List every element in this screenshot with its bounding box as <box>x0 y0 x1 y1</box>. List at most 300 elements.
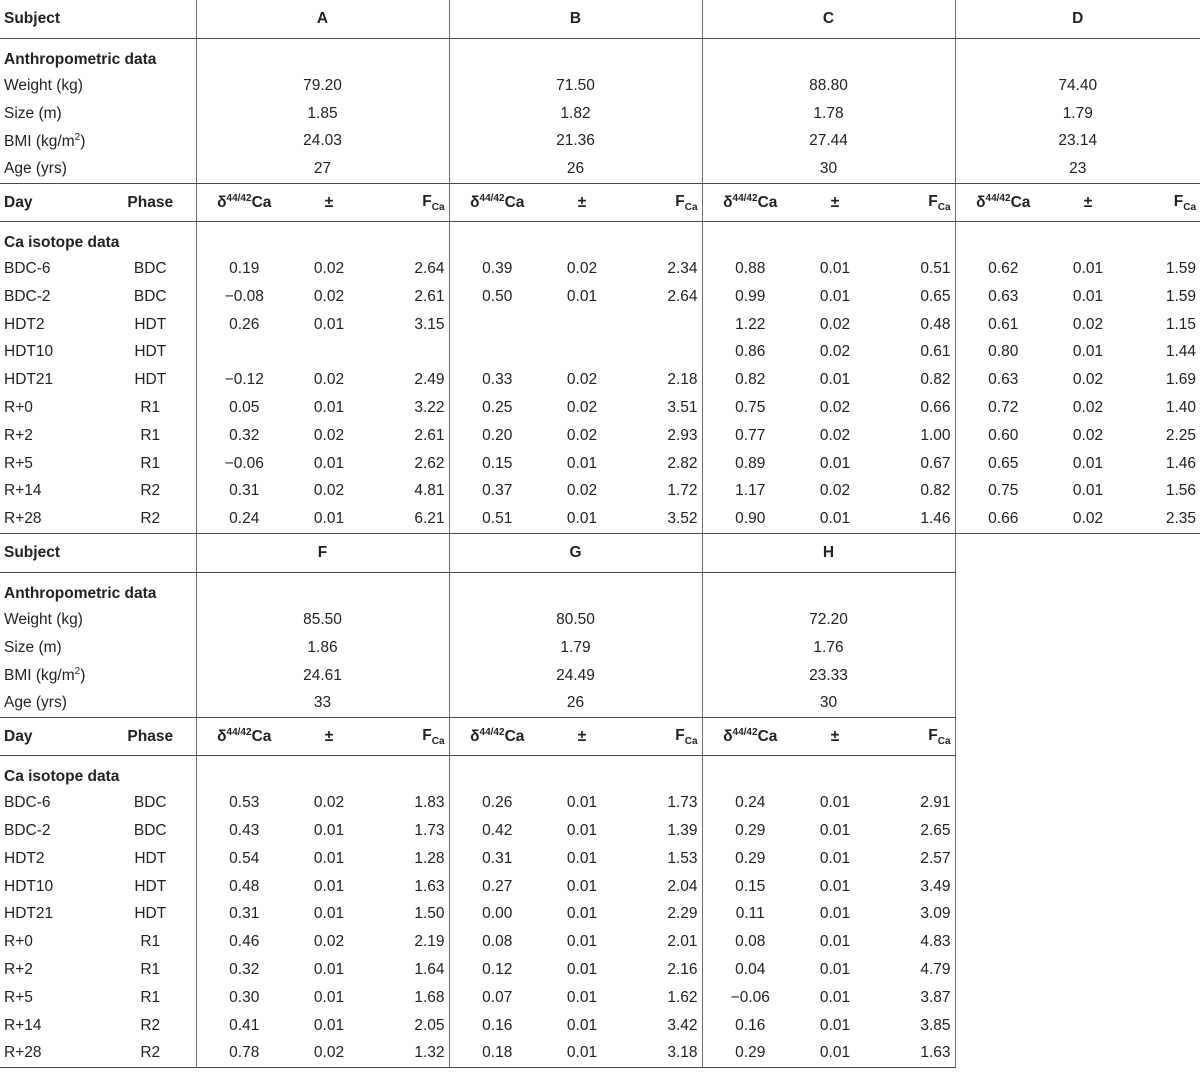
fca-value: 1.59 <box>1165 287 1197 305</box>
fca-value: 2.05 <box>414 1016 445 1034</box>
fca-cell <box>619 339 702 367</box>
uncertainty-value: 0.02 <box>1072 371 1104 389</box>
delta-value: 0.86 <box>735 343 766 361</box>
fca-value: 2.91 <box>920 794 951 812</box>
empty-cell <box>955 756 1200 790</box>
fca-value: 1.73 <box>667 794 698 812</box>
age-row <box>0 155 1200 183</box>
column-header-row <box>0 718 1200 756</box>
uncertainty-value: 0.02 <box>1072 315 1104 333</box>
fca-value: 1.40 <box>1165 399 1197 417</box>
data-row <box>0 255 1200 283</box>
size-value-cell <box>702 634 955 662</box>
day-cell <box>0 817 105 845</box>
delta-value: 1.22 <box>735 315 766 333</box>
fca-value: 2.49 <box>414 371 445 389</box>
fca-cell <box>872 984 955 1012</box>
pm-cell <box>798 984 872 1012</box>
pm-cell <box>545 873 619 901</box>
pm-cell <box>798 873 872 901</box>
delta-value: 0.72 <box>988 399 1019 417</box>
pm-cell <box>798 928 872 956</box>
delta-header-cell <box>449 184 545 222</box>
empty-cell <box>955 789 1200 817</box>
age-value: 30 <box>819 694 838 712</box>
empty-cell <box>955 606 1200 634</box>
delta-value: 0.31 <box>229 482 260 500</box>
fca-cell <box>366 422 449 450</box>
delta-cell <box>449 1012 545 1040</box>
fca-cell <box>366 928 449 956</box>
delta-cell <box>196 450 292 478</box>
pm-cell <box>798 478 872 506</box>
phase-cell <box>105 311 196 339</box>
delta-symbol: δ <box>217 728 227 746</box>
pm-cell <box>545 339 619 367</box>
fca-cell <box>872 817 955 845</box>
pm-cell <box>545 505 619 533</box>
f-subscript: Ca <box>684 201 698 213</box>
pm-cell <box>545 928 619 956</box>
fca-value: 1.69 <box>1165 371 1197 389</box>
fca-value: 0.67 <box>920 454 951 472</box>
size-label: Size (m) <box>4 638 62 656</box>
age-value-cell <box>449 155 702 183</box>
delta-element: Ca <box>1010 194 1031 212</box>
uncertainty-header: ± <box>324 727 334 745</box>
delta-value: 0.20 <box>482 426 513 444</box>
day-value: HDT10 <box>4 343 54 361</box>
delta-value: 0.65 <box>988 454 1019 472</box>
fca-value: 1.63 <box>920 1044 951 1062</box>
pm-cell <box>292 1040 366 1068</box>
data-row <box>0 956 1200 984</box>
subject-name: A <box>316 10 329 27</box>
weight-value: 80.50 <box>556 611 595 629</box>
uncertainty-value: 0.01 <box>1072 287 1104 305</box>
fca-cell <box>1125 478 1200 506</box>
delta-cell <box>449 928 545 956</box>
data-row <box>0 984 1200 1012</box>
fca-cell <box>366 845 449 873</box>
empty-cell <box>196 222 449 256</box>
pm-cell <box>798 956 872 984</box>
delta-value: 0.33 <box>482 371 513 389</box>
weight-value: 72.20 <box>809 611 848 629</box>
delta-value: 0.63 <box>988 287 1019 305</box>
day-value: BDC-2 <box>4 287 51 305</box>
phase-value: R2 <box>140 1016 161 1034</box>
weight-value-cell <box>955 72 1200 100</box>
ca-isotope-section-row <box>0 222 1200 256</box>
day-value: HDT21 <box>4 905 54 923</box>
fca-value: 2.57 <box>920 849 951 867</box>
delta-element: Ca <box>251 728 272 746</box>
size-row <box>0 634 1200 662</box>
f-symbol: F <box>675 726 685 744</box>
delta-value: 0.27 <box>482 877 513 895</box>
data-row <box>0 1012 1200 1040</box>
fca-value: 2.61 <box>414 426 445 444</box>
data-row <box>0 873 1200 901</box>
bmi-value: 23.14 <box>1058 132 1098 150</box>
day-value: R+5 <box>4 454 33 472</box>
pm-header-cell <box>292 184 366 222</box>
fca-cell <box>619 255 702 283</box>
day-value: HDT10 <box>4 877 54 895</box>
pm-cell <box>292 366 366 394</box>
fca-cell <box>1125 422 1200 450</box>
pm-cell <box>1051 422 1125 450</box>
pm-header-cell <box>798 718 872 756</box>
day-cell <box>0 789 105 817</box>
uncertainty-value: 0.01 <box>313 315 345 333</box>
weight-label-cell <box>0 72 196 100</box>
fca-value: 2.64 <box>414 260 445 278</box>
uncertainty-value: 0.02 <box>1072 510 1104 528</box>
fca-cell <box>366 789 449 817</box>
data-row <box>0 311 1200 339</box>
delta-cell <box>196 366 292 394</box>
pm-cell <box>292 873 366 901</box>
ca-isotope-title: Ca isotope data <box>4 234 120 252</box>
delta-value: 0.05 <box>229 399 260 417</box>
fca-cell <box>619 311 702 339</box>
age-value-cell <box>449 690 702 718</box>
fca-cell <box>366 956 449 984</box>
fca-cell <box>872 478 955 506</box>
phase-value: R2 <box>140 482 161 500</box>
uncertainty-value: 0.02 <box>313 287 345 305</box>
phase-cell <box>105 984 196 1012</box>
anthropometric-section-row <box>0 39 1200 73</box>
uncertainty-value: 0.01 <box>819 371 851 389</box>
bmi-value: 24.49 <box>556 666 595 684</box>
fca-value: 1.00 <box>920 426 951 444</box>
uncertainty-value: 0.01 <box>1072 343 1104 361</box>
uncertainty-value: 0.01 <box>819 905 851 923</box>
delta-superscript: 44/42 <box>479 727 505 739</box>
delta-cell <box>702 789 798 817</box>
subject-header-cell <box>0 534 196 573</box>
pm-cell <box>798 505 872 533</box>
age-label: Age (yrs) <box>4 694 67 712</box>
delta-header-cell <box>702 184 798 222</box>
day-cell <box>0 450 105 478</box>
fca-value: 1.68 <box>414 988 445 1006</box>
delta-cell <box>196 283 292 311</box>
delta-superscript: 44/42 <box>479 193 505 205</box>
pm-cell <box>545 366 619 394</box>
data-row <box>0 422 1200 450</box>
day-value: BDC-6 <box>4 794 51 812</box>
fca-value: 2.25 <box>1165 426 1197 444</box>
uncertainty-value: 0.01 <box>819 822 851 840</box>
subject-name: D <box>1072 10 1084 27</box>
delta-cell <box>449 901 545 929</box>
bmi-row <box>0 128 1200 156</box>
pm-cell <box>545 394 619 422</box>
delta-cell <box>702 339 798 367</box>
empty-cell <box>955 634 1200 662</box>
pm-cell <box>798 845 872 873</box>
pm-cell <box>545 1012 619 1040</box>
size-value: 1.86 <box>307 638 338 656</box>
ca-isotope-title: Ca isotope data <box>4 768 120 786</box>
uncertainty-value: 0.02 <box>819 315 851 333</box>
delta-cell <box>196 817 292 845</box>
delta-element: Ca <box>251 194 272 212</box>
age-value-cell <box>196 155 449 183</box>
pm-cell <box>798 283 872 311</box>
phase-cell <box>105 422 196 450</box>
fca-cell <box>1125 311 1200 339</box>
pm-cell <box>292 1012 366 1040</box>
subject-label: Subject <box>4 10 60 27</box>
fca-value: 1.62 <box>667 988 698 1006</box>
delta-cell <box>449 394 545 422</box>
delta-symbol: δ <box>723 194 733 212</box>
pm-cell <box>1051 339 1125 367</box>
bmi-row <box>0 662 1200 690</box>
fca-value: 3.15 <box>414 315 445 333</box>
fca-cell <box>366 255 449 283</box>
fca-cell <box>366 901 449 929</box>
uncertainty-value: 0.01 <box>566 988 598 1006</box>
fca-value: 2.16 <box>667 961 698 979</box>
fca-cell <box>619 817 702 845</box>
empty-cell <box>449 573 702 607</box>
weight-value-cell <box>449 606 702 634</box>
phase-value: R1 <box>140 454 161 472</box>
pm-header-cell <box>798 184 872 222</box>
age-value: 33 <box>313 694 332 712</box>
fca-value: 1.83 <box>414 794 445 812</box>
phase-value: HDT <box>134 343 167 361</box>
delta-value: 0.16 <box>735 1016 766 1034</box>
fca-value: 4.79 <box>920 961 951 979</box>
delta-value: 0.08 <box>735 933 766 951</box>
day-value: R+14 <box>4 482 42 500</box>
weight-value: 88.80 <box>809 76 848 94</box>
fca-cell <box>872 901 955 929</box>
empty-cell <box>955 873 1200 901</box>
uncertainty-value: 0.01 <box>313 905 345 923</box>
uncertainty-value: 0.01 <box>313 1016 345 1034</box>
day-cell <box>0 366 105 394</box>
size-value-cell <box>196 634 449 662</box>
pm-cell <box>1051 283 1125 311</box>
weight-value: 71.50 <box>556 76 595 94</box>
anthropometric-title: Anthropometric data <box>4 51 157 68</box>
delta-cell <box>196 789 292 817</box>
phase-cell <box>105 478 196 506</box>
delta-cell <box>702 984 798 1012</box>
day-cell <box>0 845 105 873</box>
data-row <box>0 339 1200 367</box>
fca-cell <box>872 956 955 984</box>
delta-cell <box>196 1040 292 1068</box>
fca-value: 3.52 <box>667 510 698 528</box>
empty-cell <box>955 901 1200 929</box>
fca-cell <box>1125 450 1200 478</box>
data-row <box>0 901 1200 929</box>
uncertainty-value: 0.02 <box>313 371 345 389</box>
delta-cell <box>955 311 1051 339</box>
delta-cell <box>196 339 292 367</box>
delta-value: 0.24 <box>735 794 766 812</box>
empty-cell <box>196 756 449 790</box>
fca-cell <box>366 505 449 533</box>
delta-value: 0.18 <box>482 1044 513 1062</box>
uncertainty-value: 0.01 <box>566 794 598 812</box>
f-symbol: F <box>422 192 432 210</box>
fca-value: 1.32 <box>414 1044 445 1062</box>
pm-header-cell <box>292 718 366 756</box>
phase-value: BDC <box>133 822 167 840</box>
pm-cell <box>1051 450 1125 478</box>
section-title-cell <box>0 39 196 73</box>
delta-cell <box>955 366 1051 394</box>
delta-value: 0.11 <box>735 905 765 923</box>
uncertainty-value: 0.01 <box>819 933 851 951</box>
fca-value: 1.59 <box>1165 260 1197 278</box>
pm-cell <box>798 311 872 339</box>
age-value-cell <box>955 155 1200 183</box>
weight-value-cell <box>702 606 955 634</box>
fca-cell <box>619 1012 702 1040</box>
fca-cell <box>619 422 702 450</box>
delta-cell <box>196 311 292 339</box>
phase-value: BDC <box>133 794 167 812</box>
fca-value: 2.29 <box>667 905 698 923</box>
fca-cell <box>619 505 702 533</box>
phase-cell <box>105 339 196 367</box>
delta-symbol: δ <box>976 194 986 212</box>
age-value: 23 <box>1069 160 1087 178</box>
pm-cell <box>292 339 366 367</box>
empty-cell <box>955 817 1200 845</box>
fca-cell <box>1125 394 1200 422</box>
fca-value: 6.21 <box>414 510 445 528</box>
f-subscript: Ca <box>937 201 951 213</box>
uncertainty-value: 0.02 <box>313 1044 345 1062</box>
delta-value: 0.29 <box>735 822 766 840</box>
pm-cell <box>1051 255 1125 283</box>
delta-superscript: 44/42 <box>732 727 758 739</box>
delta-element: Ca <box>757 728 778 746</box>
bmi-unit-superscript: 2 <box>74 666 81 678</box>
phase-value: BDC <box>133 260 167 278</box>
delta-value: 0.51 <box>482 510 513 528</box>
delta-value: 0.66 <box>988 510 1019 528</box>
uncertainty-value: 0.01 <box>819 877 851 895</box>
delta-cell <box>955 255 1051 283</box>
delta-value: 0.29 <box>735 1044 766 1062</box>
fca-cell <box>872 1012 955 1040</box>
fca-value: 0.82 <box>920 482 951 500</box>
pm-cell <box>292 928 366 956</box>
fca-cell <box>872 255 955 283</box>
fca-value: 2.01 <box>667 933 698 951</box>
subject-name-cell <box>196 534 449 573</box>
delta-cell <box>196 845 292 873</box>
phase-value: R2 <box>140 510 161 528</box>
uncertainty-header: ± <box>577 193 587 211</box>
fca-cell <box>619 873 702 901</box>
uncertainty-value: 0.01 <box>313 454 345 472</box>
delta-cell <box>196 956 292 984</box>
pm-cell <box>798 450 872 478</box>
uncertainty-value: 0.01 <box>566 287 598 305</box>
fca-value: 1.15 <box>1165 315 1197 333</box>
delta-cell <box>449 283 545 311</box>
delta-value: 0.25 <box>482 399 513 417</box>
phase-value: HDT <box>134 877 167 895</box>
subject-name-cell <box>196 0 449 39</box>
fca-value: 4.83 <box>920 933 951 951</box>
uncertainty-value: 0.01 <box>819 1044 851 1062</box>
empty-cell <box>702 756 955 790</box>
fca-cell <box>366 984 449 1012</box>
delta-value: 0.41 <box>229 1016 260 1034</box>
uncertainty-header: ± <box>1083 193 1093 211</box>
delta-value: 0.78 <box>229 1044 260 1062</box>
fca-cell <box>872 1040 955 1068</box>
day-value: HDT2 <box>4 849 45 867</box>
size-value: 1.76 <box>813 638 844 656</box>
uncertainty-value: 0.01 <box>566 905 598 923</box>
fca-value: 1.50 <box>414 905 445 923</box>
delta-cell <box>702 255 798 283</box>
phase-cell <box>105 1040 196 1068</box>
pm-cell <box>1051 311 1125 339</box>
age-value: 26 <box>566 694 585 712</box>
fca-value: 0.61 <box>920 343 951 361</box>
age-label: Age (yrs) <box>4 160 67 178</box>
uncertainty-value: 0.02 <box>819 343 851 361</box>
phase-cell <box>105 1012 196 1040</box>
data-row <box>0 366 1200 394</box>
delta-value: 0.77 <box>735 426 766 444</box>
delta-value: 0.15 <box>482 454 513 472</box>
section-title-cell <box>0 222 196 256</box>
size-row <box>0 100 1200 128</box>
subject-name: C <box>822 10 835 27</box>
day-cell <box>0 283 105 311</box>
empty-cell <box>955 984 1200 1012</box>
delta-cell <box>449 845 545 873</box>
day-cell <box>0 928 105 956</box>
delta-cell <box>449 255 545 283</box>
anthropometric-title: Anthropometric data <box>4 585 157 603</box>
bmi-label-end: ) <box>80 667 86 685</box>
bmi-value-cell <box>955 128 1200 156</box>
uncertainty-value: 0.01 <box>566 454 598 472</box>
size-value-cell <box>702 100 955 128</box>
phase-header: Phase <box>127 727 174 745</box>
uncertainty-value: 0.02 <box>819 482 851 500</box>
delta-cell <box>449 1040 545 1068</box>
bmi-unit-superscript: 2 <box>74 131 81 143</box>
fca-value: 0.82 <box>920 371 951 389</box>
pm-cell <box>292 901 366 929</box>
phase-cell <box>105 817 196 845</box>
fca-cell <box>619 928 702 956</box>
uncertainty-value: 0.01 <box>566 1044 598 1062</box>
fca-cell <box>366 366 449 394</box>
fca-value: 1.46 <box>920 510 951 528</box>
